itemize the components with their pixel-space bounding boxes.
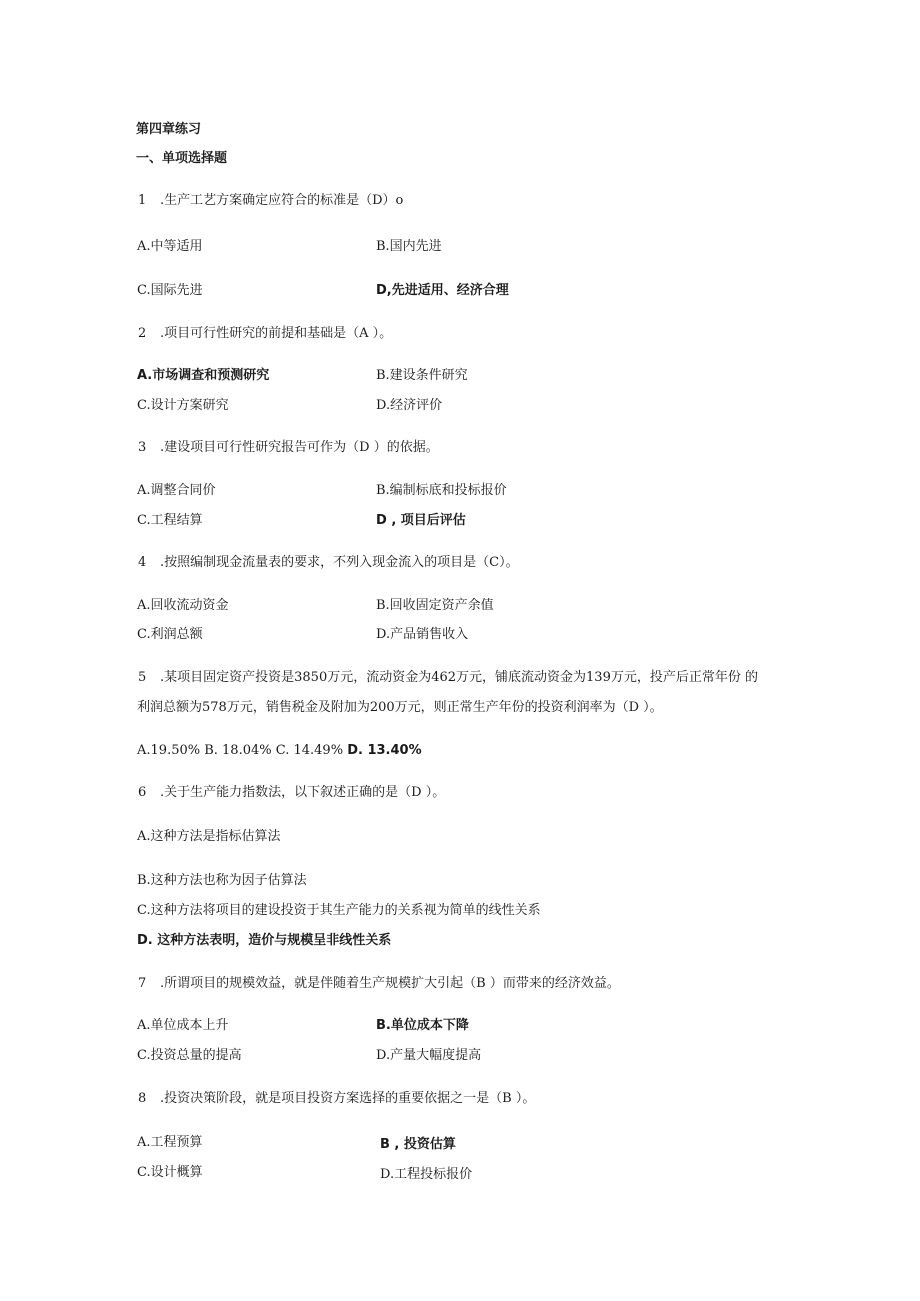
q3-option-c: C.工程结算 — [137, 513, 203, 528]
question-text: .生产工艺方案确定应符合的标准是（D）o — [160, 193, 404, 208]
q7-option-b-answer: B.单位成本下降 — [376, 1018, 469, 1033]
question-number: 8 — [138, 1091, 147, 1106]
q4-option-c: C.利润总额 — [137, 627, 203, 642]
q1-option-b: B.国内先进 — [376, 239, 442, 254]
question-number: 5 — [138, 670, 147, 685]
question-text: .按照编制现金流量表的要求，不列入现金流入的项目是（C）。 — [160, 555, 519, 570]
question-5-stem-continued: 利润总额为578万元，销售税金及附加为200万元，则正常生产年份的投资利润率为（D ）。 — [137, 700, 663, 715]
q6-option-b: B.这种方法也称为因子估算法 — [137, 873, 307, 888]
q8-option-a: A.工程预算 — [137, 1135, 203, 1150]
q2-option-a-answer: A.市场调查和预测研究 — [137, 368, 270, 383]
q8-option-d: D.工程投标报价 — [380, 1167, 473, 1182]
q6-option-a: A.这种方法是指标估算法 — [137, 829, 281, 844]
q6-option-d-answer: D. 这种方法表明，造价与规模呈非线性关系 — [137, 933, 392, 948]
q1-option-a: A.中等适用 — [137, 239, 203, 254]
question-2-stem — [138, 326, 392, 342]
question-number: 6 — [138, 785, 147, 800]
q7-option-c: C.投资总量的提高 — [137, 1048, 242, 1063]
question-text: .某项目固定资产投资是3850万元，流动资金为462万元，铺底流动资金为139万元，投产后正常年份 的 — [160, 670, 758, 685]
question-4-stem — [138, 555, 519, 571]
question-number: 3 — [138, 440, 147, 455]
question-5-stem — [138, 670, 758, 686]
q6-option-c: C.这种方法将项目的建设投资于其生产能力的关系视为简单的线性关系 — [137, 903, 541, 918]
q3-option-b: B.编制标底和投标报价 — [376, 483, 507, 498]
chapter-title: 第四章练习 — [136, 122, 202, 137]
q2-option-c: C.设计方案研究 — [137, 398, 229, 413]
q5-option-d-answer: D. 13.40% — [347, 743, 422, 758]
q5-options-abc: A.19.50% B. 18.04% C. 14.49% — [137, 743, 344, 758]
q8-option-c: C.设计概算 — [137, 1165, 203, 1180]
question-1-stem — [138, 193, 403, 209]
q4-option-d: D.产品销售收入 — [376, 627, 469, 642]
question-number: 2 — [138, 326, 147, 341]
q4-option-a: A.回收流动资金 — [137, 598, 229, 613]
q5-options — [137, 743, 422, 759]
question-6-stem — [138, 785, 445, 801]
q8-option-b-answer: B , 投资估算 — [380, 1137, 456, 1152]
question-text: .投资决策阶段，就是项目投资方案选择的重要依据之一是（B ）。 — [160, 1091, 536, 1106]
question-7-stem — [138, 976, 620, 992]
section-title: 一、单项选择题 — [136, 151, 228, 166]
q2-option-b: B.建设条件研究 — [376, 368, 468, 383]
question-number: 7 — [138, 976, 147, 991]
question-8-stem — [138, 1091, 535, 1107]
q2-option-d: D.经济评价 — [376, 398, 443, 413]
q7-option-a: A.单位成本上升 — [137, 1018, 229, 1033]
q7-option-d: D.产量大幅度提高 — [376, 1048, 482, 1063]
q4-option-b: B.回收固定资产余值 — [376, 598, 494, 613]
q3-option-d-answer: D , 项目后评估 — [376, 513, 466, 528]
q1-option-c: C.国际先进 — [137, 283, 203, 298]
question-number: 4 — [138, 555, 147, 570]
question-text: .关于生产能力指数法，以下叙述正确的是（D ）。 — [160, 785, 446, 800]
question-3-stem — [138, 440, 439, 456]
q1-option-d-answer: D,先进适用、经济合理 — [376, 283, 509, 298]
question-text: .项目可行性研究的前提和基础是（A ）。 — [160, 326, 393, 341]
question-number: 1 — [138, 193, 147, 208]
q3-option-a: A.调整合同价 — [137, 483, 216, 498]
question-text: .建设项目可行性研究报告可作为（D ）的依据。 — [160, 440, 439, 455]
question-text: .所谓项目的规模效益，就是伴随着生产规模扩大引起（B ）而带来的经济效益。 — [160, 976, 620, 991]
